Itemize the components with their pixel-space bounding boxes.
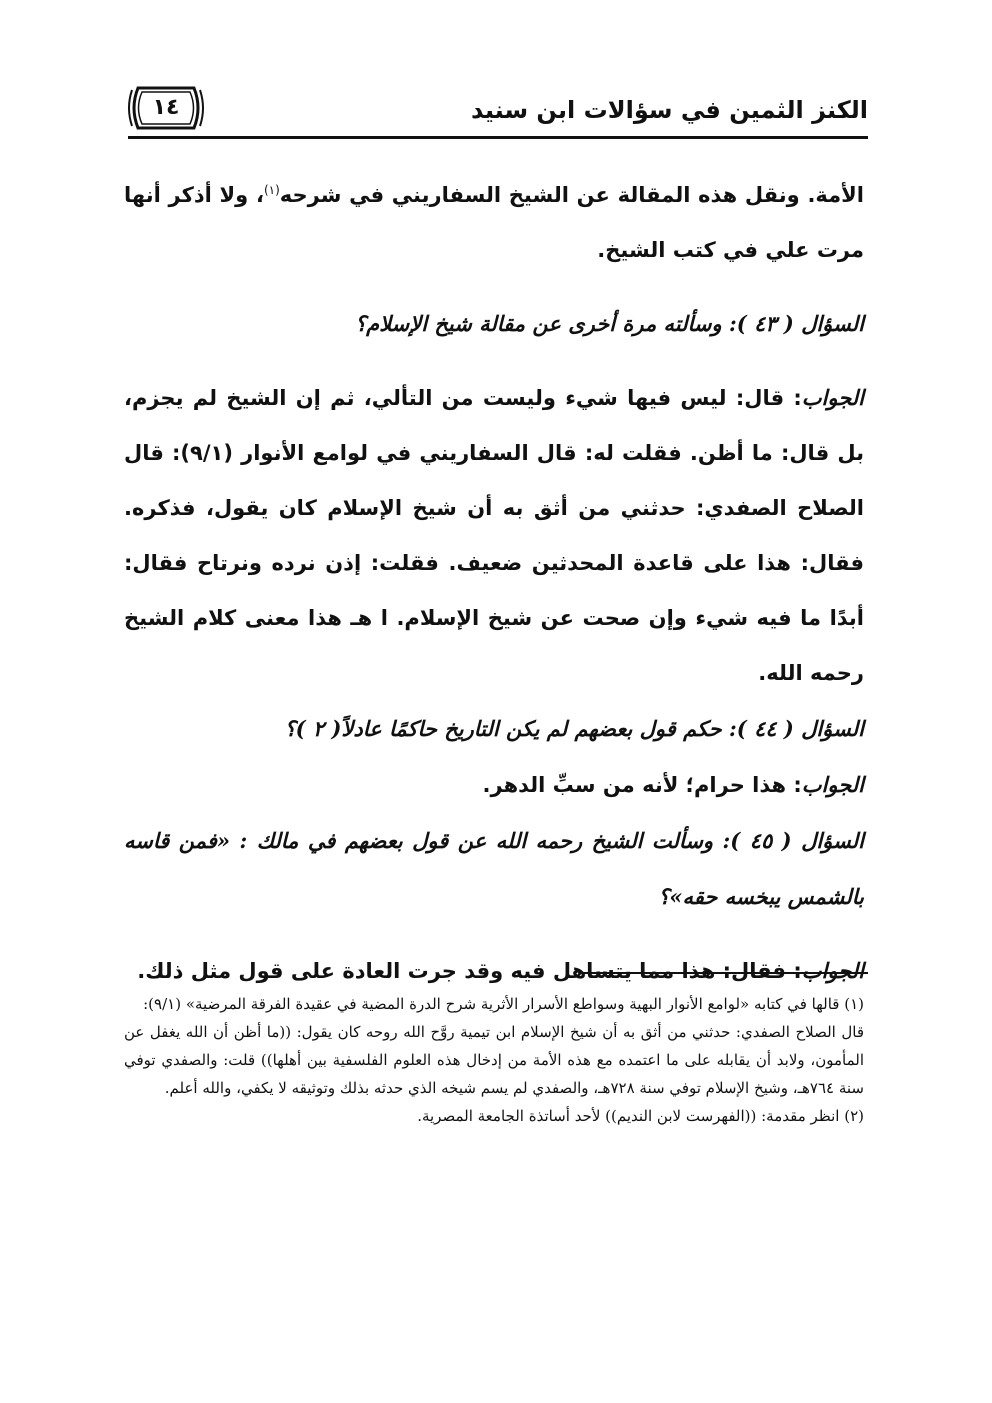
footnote-reference: (١) [263,183,280,197]
footnote-1-continuation: قال الصلاح الصفدي: حدثني من أثق به أن شيخ الإسلام ابن تيمية روَّح الله روحه كان يقول: ((ما أظن أن الله يغفل عن المأمون، ولابد أن يقابله على ما اعتمده مع هذه الأمة من إدخال هذه العلوم الفلسفية بين أهلها)) قلت: والصفدي توفي سنة ٧٦٤هـ، وشيخ الإسلام توفي سنة ٧٢٨هـ، والصفدي لم يسم شيخه الذي حدثه بذلك وتوثيقه لا يكفي، والله أعلم. [124,1023,864,1097]
answer-text: : قال: ليس فيها شيء وليست من التألي، ثم إن الشيخ لم يجزم، بل قال: ما أظن. فقلت له: قال السفاريني في لوامع الأنوار (٩/١): قال الصلاح الصفدي: حدثني من أثق به أن شيخ الإسلام كان يقول، فذكره. فقال: هذا على قاعدة المحدثين ضعيف. فقلت: إذن نرده ونرتاح فقال: أبدًا ما فيه شيء وإن صحت عن شيخ الإسلام. ا هـ هذا معنى كلام الشيخ رحمه الله. [124,386,864,685]
paragraph-text: ، ولا أذكر أنها مرت علي في كتب الشيخ. [124,183,864,262]
page-number: ١٤ [152,95,180,120]
footnote-divider [583,972,868,974]
question-text: : وسألته مرة أخرى عن مقالة شيخ الإسلام؟ [354,311,737,336]
footnote-2: (٢) انظر مقدمة: ((الفهرست لابن النديم)) لأحد أساتذة الجامعة المصرية. [417,1107,864,1125]
paragraph-continuation [124,168,864,278]
answer-label: الجواب [801,958,864,983]
question-44 [124,701,864,757]
answer-43 [124,370,864,701]
answer-label: الجواب [801,385,864,410]
question-label: السؤال [801,828,864,853]
footnote-1: (١) قالها في كتابه «لوامع الأنوار البهية وسواطع الأسرار الأثرية شرح الدرة المضية في عقيدة الفرقة المرضية» (٩/١): [143,995,864,1013]
question-text: : حكم قول بعضهم لم يكن التاريخ حاكمًا عادلاً( ٢ )؟ [284,716,737,741]
running-title: الكنز الثمين في سؤالات ابن سنيد [471,96,868,124]
answer-label: الجواب [801,772,864,797]
header-divider [128,136,868,139]
question-label: السؤال [801,716,864,741]
paragraph-text: الأمة. ونقل هذه المقالة عن الشيخ السفاريني في شرحه [279,183,865,207]
question-number: ( ٤٥ ) [730,828,792,853]
answer-text: : هذا حرام؛ لأنه من سبِّ الدهر. [482,773,802,797]
question-text: : وسألت الشيخ رحمه الله عن قول بعضهم في مالك : «فمن قاسه بالشمس يبخسه حقه»؟ [124,828,864,909]
question-45 [124,813,864,925]
main-text [124,168,864,999]
answer-text: : فقال: هذا مما يتساهل فيه وقد جرت العادة على قول مثل ذلك. [137,959,802,983]
question-number: ( ٤٤ ) [736,716,794,741]
page-number-box [128,86,204,130]
question-number: ( ٤٣ ) [736,311,794,336]
question-label: السؤال [801,311,864,336]
footnotes [124,990,864,1130]
question-43 [124,296,864,352]
page-header [128,86,868,136]
answer-44 [124,757,864,813]
